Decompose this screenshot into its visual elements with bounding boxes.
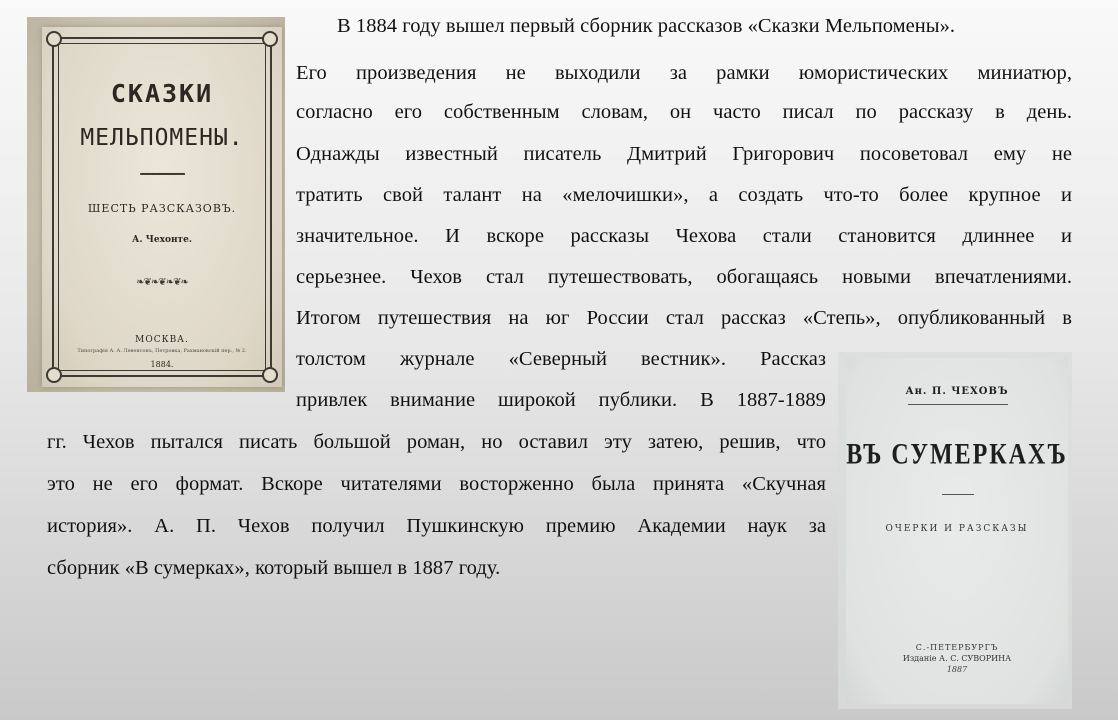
cover-title: ВЪ СУМЕРКАХЪ: [846, 438, 1068, 472]
cover-page: [846, 358, 1068, 704]
cover-title-line-2: МЕЛЬПОМЕНЫ.: [80, 125, 244, 151]
cover-year: 1884.: [150, 360, 174, 369]
ornament-divider-icon: ━━━━━━━: [140, 167, 184, 181]
text-line: привлек внимание широкой публики. В 1887-1889: [296, 389, 826, 411]
text-line: сборник «В сумерках», который вышел в 1887 году.: [47, 557, 501, 579]
text-line: Итогом путешествия на юг России стал рассказ «Степь», опубликованный в: [296, 307, 1072, 329]
corner-ornament-icon: [46, 367, 62, 383]
corner-ornament-icon: [262, 367, 278, 383]
text-line: история». А. П. Чехов получил Пушкинскую премию Академии наук за: [47, 515, 826, 537]
text-line: В 1884 году вышел первый сборник рассказов «Сказки Мельпомены».: [337, 15, 956, 37]
cover-subtitle: ОЧЕРКИ И РАЗСКАЗЫ: [885, 524, 1029, 534]
text-line: Однажды известный писатель Дмитрий Григорович посоветовал ему не: [296, 143, 1072, 165]
cover-page: [42, 27, 282, 387]
cover-city: МОСКВА.: [135, 335, 189, 345]
text-line: гг. Чехов пытался писать большой роман, но оставил эту затею, решив, что: [47, 431, 826, 453]
cover-title-line-1: СКАЗКИ: [110, 79, 214, 108]
cover-subtitle: ШЕСТЬ РАЗСКАЗОВЪ.: [87, 202, 237, 215]
corner-ornament-icon: [46, 31, 62, 47]
text-line: серьезнее. Чехов стал путешествовать, обогащаясь новыми впечатлениями.: [296, 266, 1072, 288]
cover-author: Ан. П. ЧЕХОВЪ: [905, 386, 1009, 397]
divider: [908, 404, 1008, 405]
cover-printer: Типографiя А. А. Левенсонъ, Петровка, Рахмановскiй пер., № 2.: [77, 348, 247, 354]
cover-author: А. Чехонте.: [132, 235, 192, 245]
text-line: Его произведения не выходили за рамки юмористических миниатюр,: [296, 62, 1072, 84]
text-line: значительное. И вскоре рассказы Чехова стали становится длиннее и: [296, 225, 1072, 247]
cover-city: С.-ПЕТЕРБУРГЪ: [915, 643, 999, 652]
cover-publisher: Изданiе А. С. СУВОРИНА: [902, 654, 1012, 663]
cover-year: 1887: [946, 665, 968, 674]
text-line: согласно его собственным словам, он часто писал по рассказу в день.: [296, 101, 1072, 123]
book-cover-v-sumerkakh: [838, 352, 1072, 709]
ornament-divider-icon: ❧❦❧❦❧❦❧: [136, 277, 188, 288]
divider: [942, 494, 974, 495]
text-line: толстом журнале «Северный вестник». Рассказ: [296, 348, 826, 370]
text-line: тратить свой талант на «мелочишки», а создать что-то более крупное и: [296, 184, 1072, 206]
text-line: это не его формат. Вскоре читателями восторженно была принята «Скучная: [47, 473, 826, 495]
book-cover-skazki-melpomeny: [27, 17, 285, 392]
corner-ornament-icon: [262, 31, 278, 47]
